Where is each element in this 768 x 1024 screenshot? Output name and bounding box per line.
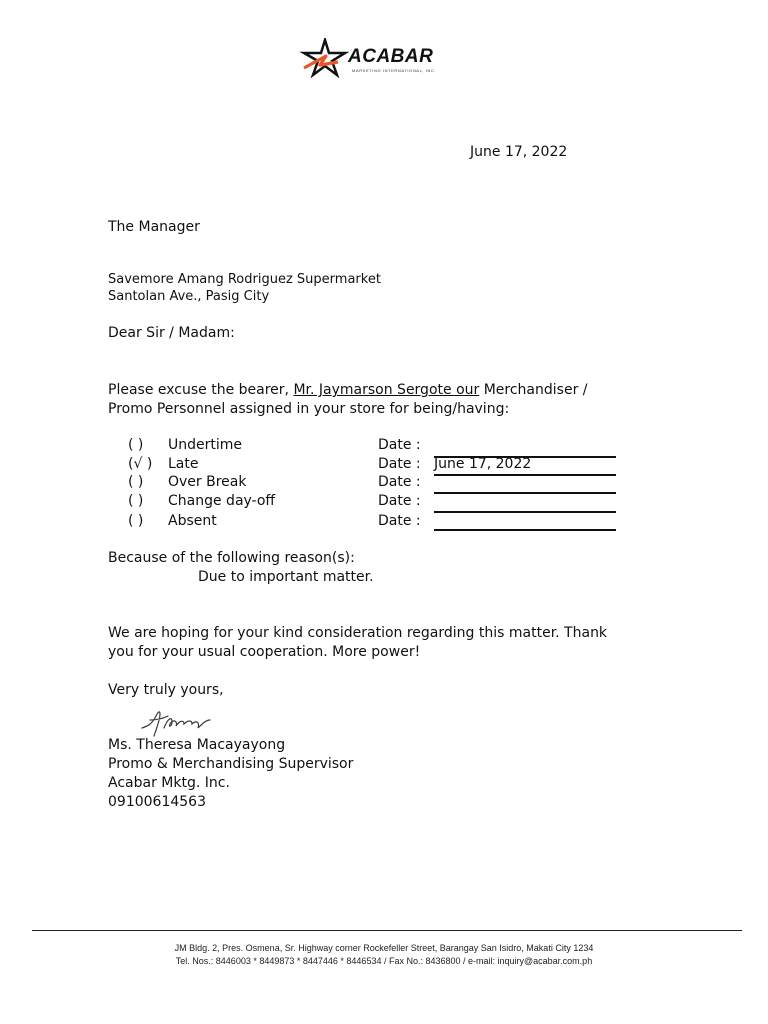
date-line-change-day-off — [434, 511, 616, 513]
letter-date: June 17, 2022 — [470, 144, 568, 160]
date-line-over-break — [434, 492, 616, 494]
recipient-title: The Manager — [108, 219, 200, 235]
recipient-address: Santolan Ave., Pasig City — [108, 289, 270, 304]
signatory-company: Acabar Mktg. Inc. — [108, 775, 230, 791]
logo-wordmark: ACABAR — [348, 46, 434, 67]
closing-line-2: you for your usual cooperation. More power! — [108, 644, 421, 660]
footer-address: JM Bldg. 2, Pres. Osmena, Sr. Highway corner Rockefeller Street, Barangay San Isidro, Makati City 1234 — [174, 943, 594, 953]
date-label: Date : — [378, 456, 421, 472]
recipient-company: Savemore Amang Rodriguez Supermarket — [108, 272, 381, 287]
reason-heading: Because of the following reason(s): — [108, 550, 355, 566]
intro-line-1 — [108, 382, 588, 398]
date-label: Date : — [378, 474, 421, 490]
date-label: Date : — [378, 513, 421, 529]
signatory-position: Promo & Merchandising Supervisor — [108, 756, 354, 772]
logo-tagline: MARKETING INTERNATIONAL, INC. — [352, 68, 437, 73]
date-label: Date : — [378, 437, 421, 453]
date-late-value: June 17, 2022 — [434, 456, 532, 472]
label-change-day-off: Change day-off — [168, 493, 276, 509]
checkbox-absent: ( ) — [128, 513, 144, 529]
label-undertime: Undertime — [168, 437, 243, 453]
checkbox-over-break: ( ) — [128, 474, 144, 490]
footer-divider — [32, 930, 742, 931]
checkbox-change-day-off: ( ) — [128, 493, 144, 509]
label-absent: Absent — [168, 513, 217, 529]
intro-line-2: Promo Personnel assigned in your store for being/having: — [108, 401, 510, 417]
date-label: Date : — [378, 493, 421, 509]
checkbox-undertime: ( ) — [128, 437, 144, 453]
date-line-absent — [434, 529, 616, 531]
signatory-phone: 09100614563 — [108, 794, 206, 810]
bearer-name: Mr. Jaymarson Sergote our — [293, 382, 480, 398]
signatory-name: Ms. Theresa Macayayong — [108, 737, 286, 753]
label-over-break: Over Break — [168, 474, 247, 490]
reason-text: Due to important matter. — [198, 569, 374, 585]
salutation: Dear Sir / Madam: — [108, 325, 235, 341]
complimentary-close: Very truly yours, — [108, 682, 224, 698]
intro-prefix: Please excuse the bearer, — [108, 382, 289, 398]
label-late: Late — [168, 456, 199, 472]
handwritten-signature — [138, 706, 214, 740]
date-line-late — [434, 474, 616, 476]
closing-line-1: We are hoping for your kind consideration regarding this matter. Thank — [108, 625, 608, 641]
checkbox-late: (√ ) — [128, 456, 153, 472]
company-logo — [298, 38, 478, 78]
star-icon — [298, 38, 350, 78]
footer-contacts: Tel. Nos.: 8446003 * 8449873 * 8447446 * 8446534 / Fax No.: 8436800 / e-mail: inquiry@acabar.com.ph — [175, 956, 593, 966]
intro-suffix: Merchandiser / — [483, 382, 588, 398]
